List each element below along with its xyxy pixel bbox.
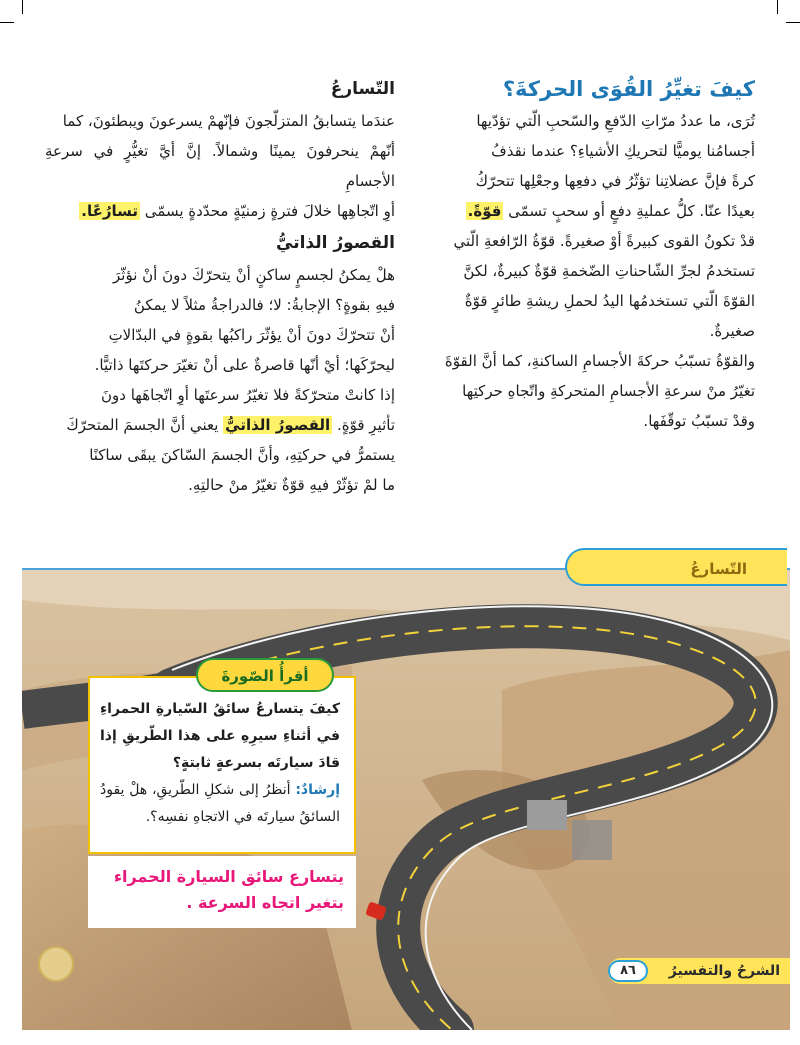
text-line: تستخدمُ لجرِّ الشّاحناتِ الضّخمةِ قوّةٌ كبيرةٌ، لكنَّ xyxy=(463,262,755,280)
term-inertia: القصورُ الذاتيُّ xyxy=(225,416,331,434)
text-line: القوّةَ الّتي تستخدمُها اليدُ لحملِ ريشةِ طائرٍ قوّةٌ xyxy=(464,292,755,310)
hint-label: إرشادٌ: xyxy=(295,782,340,798)
text-span: تأثيرِ قوّةٍ. xyxy=(336,416,395,434)
text-line: وقدْ تسبّبُ توقّفَها. xyxy=(643,412,755,430)
ministry-seal-icon xyxy=(38,946,74,982)
crop-mark xyxy=(0,22,14,23)
text-line: صغيرةٌ. xyxy=(709,322,755,340)
read-image-tab: أقرأُ الصّورةَ xyxy=(196,658,334,692)
page-number: ٨٦ xyxy=(608,960,648,982)
read-image-hint xyxy=(100,777,340,831)
term-force: قوّةً. xyxy=(467,202,502,220)
section-heading-inertia: القصورُ الذاتيُّ xyxy=(276,233,395,253)
text-line xyxy=(405,196,755,226)
text-line: أجسامُنا يوميًّا لتحريكِ الأشياءِ؟ عندما نقذفُ xyxy=(491,142,755,160)
read-image-question: كيفَ يتسارعُ سائقُ السّيارةِ الحمراءِ في أثناءِ سيرِهِ على هذا الطّريقِ إذا قادَ سيارتَه بسرعةٍ ثابتةٍ؟ xyxy=(100,701,340,771)
photo-tab-acceleration: التّسارعُ xyxy=(565,548,787,586)
left-column xyxy=(45,72,395,500)
read-image-box xyxy=(88,676,356,854)
text-line: إذا كانتْ متحرّكةً فلا تغيّرُ سرعتَها أوِ اتّجاهَها دونَ xyxy=(101,386,395,404)
text-line: تغيّرُ منْ سرعةِ الأجسامِ المتحركةِ واتّجاهِ حركتِها xyxy=(462,382,755,400)
text-line: هلْ يمكنُ لجسمٍ ساكنٍ أنْ يتحرّكَ دونَ أنْ نؤثّرَ xyxy=(113,266,395,284)
term-acceleration: تسارُعًا. xyxy=(81,202,139,220)
section-heading-forces: كيفَ تغيِّرُ القُوَى الحركةَ؟ xyxy=(502,77,755,101)
text-line: يستمرُّ في حركتِهِ، وأنَّ الجسمَ السّاكنَ يبقَى ساكنًا xyxy=(89,446,395,464)
answer-text: يتسارع سائق السيارة الحمراء بتغير اتجاه السرعة . xyxy=(88,856,356,928)
text-line: عندَما يتسابقُ المتزلّجونَ فإنّهمْ يسرعونَ ويبطئونَ، كما xyxy=(62,112,395,130)
right-column xyxy=(405,72,755,436)
section-heading-acceleration: التّسارعُ xyxy=(330,79,395,99)
text-line: ما لمْ تؤثّرْ فيهِ قوّةٌ تغيّرُ منْ حالتِهِ. xyxy=(188,476,395,494)
text-span: يعني أنَّ الجسمَ المتحرّكَ xyxy=(66,416,219,434)
text-line: تُرَى، ما عددُ مرّاتِ الدّفعِ والسّحبِ الّتي تؤدّيها xyxy=(476,112,755,130)
text-line: أنْ تتحرّكَ دونَ أنْ يؤثّرَ راكبُها بقوةٍ في البدّالاتِ xyxy=(108,326,395,344)
text-span: أوِ اتّجاهِها خلالَ فترةٍ زمنيّةٍ محدّدةٍ يسمّى xyxy=(144,202,395,220)
text-line: والقوّةُ تسبّبُ حركةَ الأجسامِ الساكنةِ، كما أنَّ القوّةَ xyxy=(444,352,755,370)
text-line: كرةً فإنَّ عضلاتِنا تؤثّرُ في دفعِها وجعْلِها تتحرّكُ xyxy=(475,172,755,190)
text-line: أنّهمْ ينحرفونَ يمينًا وشمالاً. إنَّ أيَّ تغيُّرٍ في سرعةِ الأجسامِ xyxy=(45,142,395,190)
hint-text: أنظرُ إلى شكلِ الطّريقِ، هلْ يقودُ السائقُ سيارتَه في الاتجاهِ نفسِه؟. xyxy=(100,782,340,825)
text-line: ليحرّكَها؛ أيْ أنّها قاصرةٌ على أنْ تغيّرَ حركتَها ذاتيًّا. xyxy=(94,356,395,374)
text-span: بعيدًا عنّا. كلُّ عمليةِ دفعٍ أو سحبٍ تسمّى xyxy=(508,202,755,220)
text-line xyxy=(45,196,395,226)
text-line xyxy=(45,410,395,440)
crop-mark xyxy=(786,22,800,23)
crop-mark xyxy=(777,0,778,14)
text-line: قدْ تكونُ القوى كبيرةً أوْ صغيرةً. قوّةُ الرّافعةِ الّتي xyxy=(453,232,755,250)
page-footer xyxy=(608,958,790,984)
footer-label: الشرحُ والتفسيرُ xyxy=(668,963,780,979)
crop-mark xyxy=(22,0,23,14)
text-line: فيهِ بقوةٍ؟ الإجابةُ: لا؛ فالدراجةُ مثلاً لا يمكنُ xyxy=(133,296,395,314)
